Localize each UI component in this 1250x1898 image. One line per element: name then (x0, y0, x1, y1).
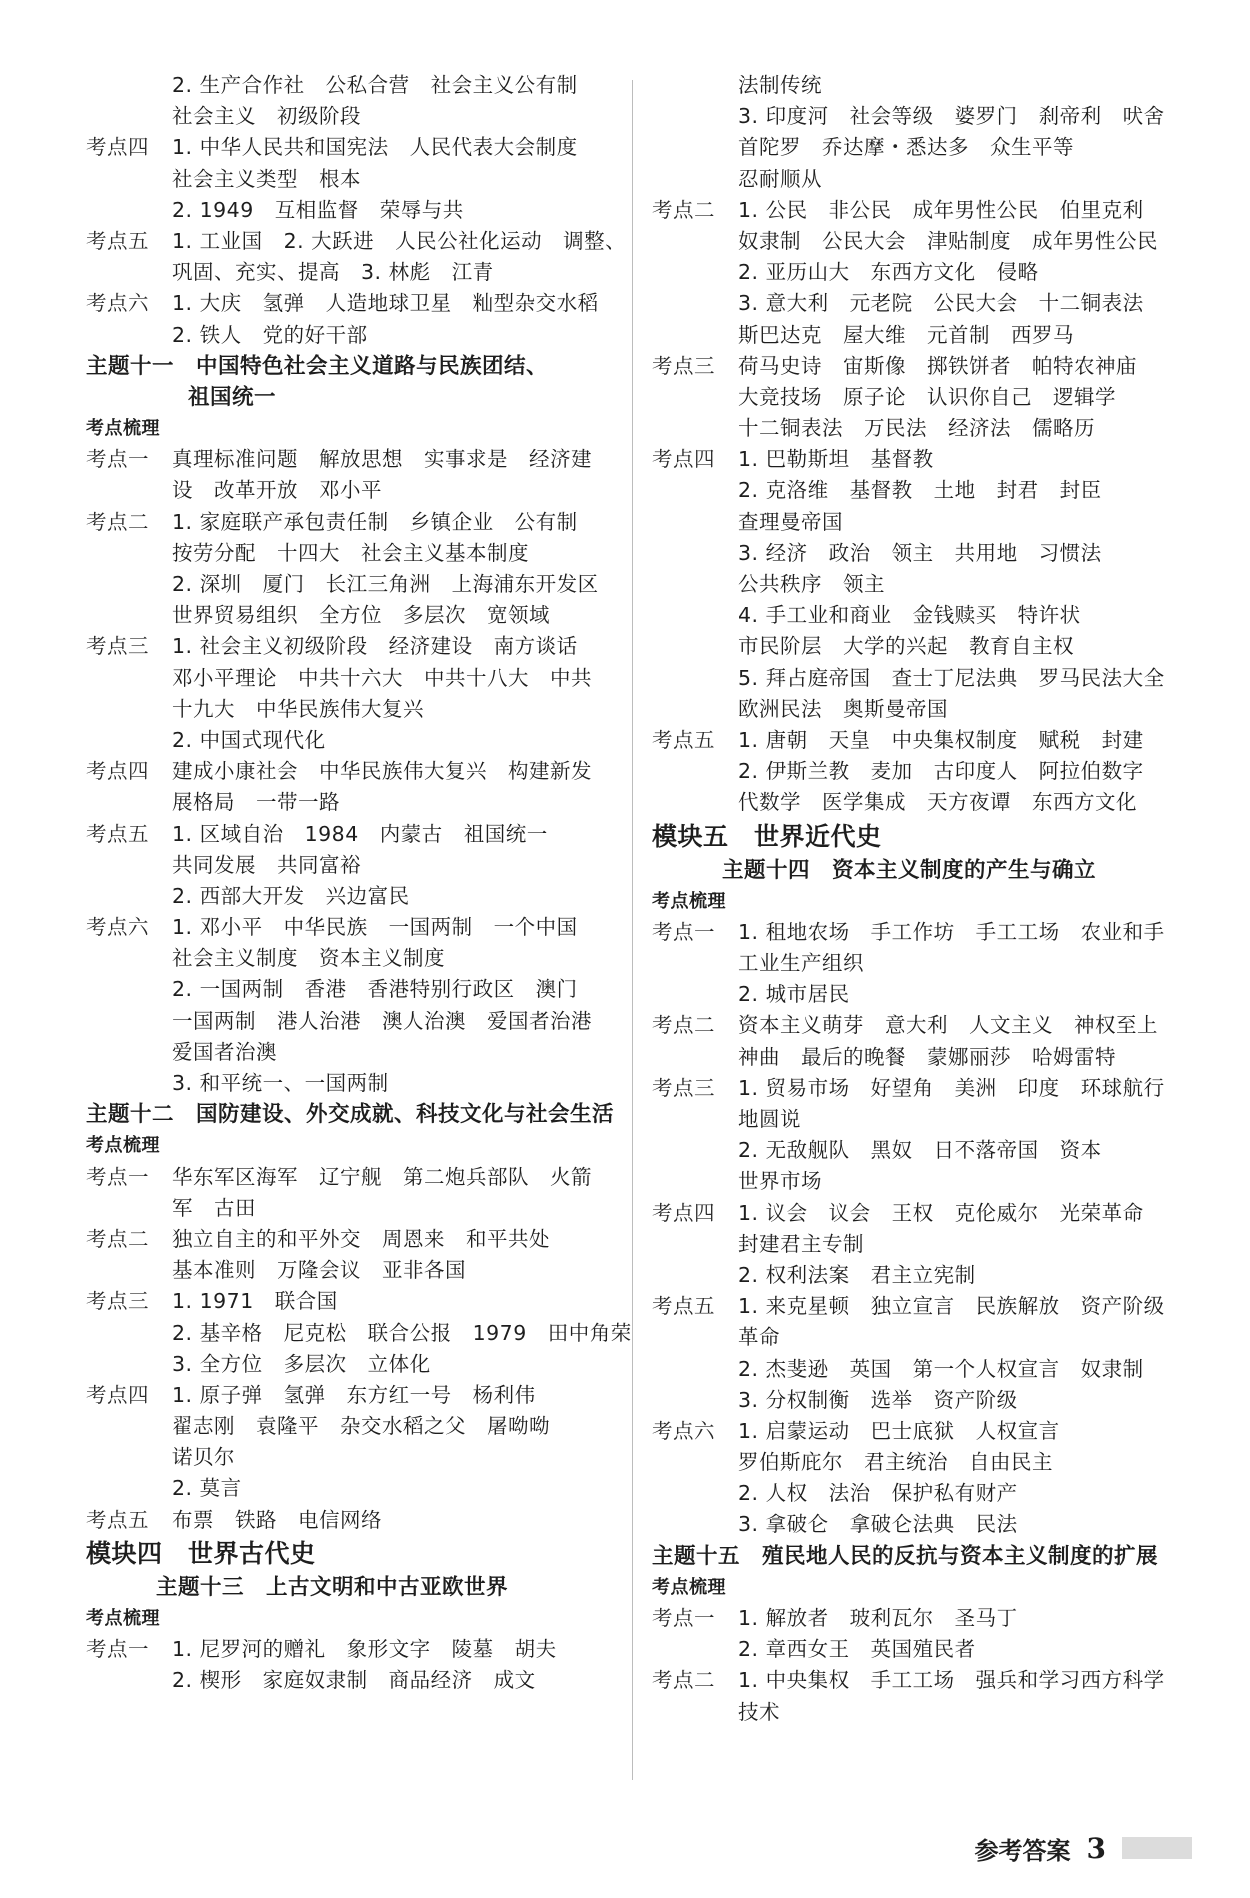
footer-title: 参考答案 (974, 1836, 1071, 1865)
answer-item (86, 1286, 616, 1317)
answer-item (86, 1380, 616, 1411)
answer-text: 1. 大庆 氢弹 人造地球卫星 籼型杂交水稻 (172, 291, 599, 316)
answer-item (652, 725, 1187, 756)
kaodian-label: 考点三 (86, 634, 149, 659)
answer-continuation: 2. 无敌舰队 黑奴 日不落帝国 资本 (738, 1138, 1102, 1163)
kaodian-label: 考点三 (652, 353, 715, 378)
answer-continuation: 社会主义类型 根本 (172, 166, 361, 191)
kaodian-label: 考点二 (86, 1226, 149, 1251)
answer-item (652, 1073, 1187, 1104)
answer-item (86, 132, 616, 163)
kaodian-label: 考点五 (86, 821, 149, 846)
answer-continuation: 公共秩序 领主 (738, 572, 885, 596)
answer-text: 1. 租地农场 手工作坊 手工工场 农业和手 (738, 919, 1165, 944)
answer-continuation: 爱国者治澳 (172, 1039, 277, 1064)
section-subheading: 考点梳理 (86, 1135, 160, 1157)
answer-text: 荷马史诗 宙斯像 掷铁饼者 帕特农神庙 (738, 353, 1137, 378)
page-footer (975, 1828, 1192, 1868)
answer-continuation: 2. 一国两制 香港 香港特别行政区 澳门 (172, 977, 578, 1002)
topic-heading: 主题十五 殖民地人民的反抗与资本主义制度的扩展 (652, 1543, 1159, 1569)
answer-item (652, 1291, 1187, 1322)
left-column (86, 70, 632, 1697)
answer-item (652, 1603, 1187, 1634)
answer-continuation: 斯巴达克 屋大维 元首制 西罗马 (738, 322, 1074, 347)
answer-continuation: 忍耐顺从 (738, 166, 822, 191)
answer-text: 1. 原子弹 氢弹 东方红一号 杨利伟 (172, 1382, 536, 1407)
answer-continuation: 2. 人权 法治 保护私有财产 (738, 1481, 1018, 1506)
answer-item (86, 819, 616, 850)
answer-continuation: 2. 伊斯兰教 麦加 古印度人 阿拉伯数字 (738, 759, 1144, 784)
answer-continuation: 3. 拿破仑 拿破仑法典 民法 (738, 1512, 1018, 1537)
answer-item (652, 444, 1187, 475)
answer-continuation: 3. 和平统一、一国两制 (172, 1071, 389, 1095)
answer-item (86, 444, 616, 475)
page-number: 3 (1086, 1831, 1106, 1865)
answer-continuation: 2. 权利法案 君主立宪制 (738, 1262, 976, 1287)
answer-item (86, 1505, 616, 1536)
topic-heading: 主题十一 中国特色社会主义道路与民族团结、 (86, 353, 549, 379)
section-subheading: 考点梳理 (86, 418, 160, 440)
right-column (652, 70, 1187, 1728)
answer-continuation: 2. 楔形 家庭奴隶制 商品经济 成文 (172, 1668, 536, 1693)
answer-continuation: 一国两制 港人治港 澳人治澳 爱国者治港 (172, 1008, 592, 1033)
answer-item (652, 917, 1187, 948)
answer-continuation: 2. 中国式现代化 (172, 727, 326, 752)
answer-item (86, 912, 616, 943)
answer-item (86, 1224, 616, 1255)
kaodian-label: 考点五 (86, 228, 149, 253)
module-heading: 模块四 世界古代史 (86, 1538, 316, 1568)
section-subheading: 考点梳理 (652, 890, 726, 912)
answer-continuation: 十九大 中华民族伟大复兴 (172, 696, 424, 721)
answer-continuation: 3. 全方位 多层次 立体化 (172, 1351, 431, 1376)
answer-continuation: 2. 1949 互相监督 荣辱与共 (172, 197, 464, 222)
answer-continuation: 2. 基辛格 尼克松 联合公报 1979 田中角荣 (172, 1320, 632, 1345)
answer-item (86, 1162, 616, 1193)
answer-continuation: 代数学 医学集成 天方夜谭 东西方文化 (738, 790, 1137, 815)
answer-continuation: 2. 杰斐逊 英国 第一个人权宣言 奴隶制 (738, 1356, 1144, 1381)
kaodian-label: 考点六 (86, 915, 149, 940)
answer-continuation: 基本准则 万隆会议 亚非各国 (172, 1258, 466, 1283)
answer-continuation: 世界贸易组织 全方位 多层次 宽领域 (172, 603, 550, 628)
answer-continuation: 共同发展 共同富裕 (172, 852, 361, 877)
answer-continuation: 奴隶制 公民大会 津贴制度 成年男性公民 (738, 228, 1158, 253)
kaodian-label: 考点四 (86, 135, 149, 160)
topic-heading: 主题十二 国防建设、外交成就、科技文化与社会生活 (86, 1102, 615, 1128)
answer-continuation: 2. 章西女王 英国殖民者 (738, 1637, 976, 1662)
answer-text: 1. 尼罗河的赠礼 象形文字 陵墓 胡夫 (172, 1637, 557, 1662)
kaodian-label: 考点三 (652, 1075, 715, 1100)
kaodian-label: 考点一 (652, 919, 715, 944)
answer-text: 1. 中央集权 手工工场 强兵和学习西方科学 (738, 1668, 1165, 1693)
kaodian-label: 考点四 (86, 759, 149, 784)
section-subheading: 考点梳理 (86, 1608, 160, 1629)
answer-continuation: 2. 克洛维 基督教 土地 封君 封臣 (738, 478, 1102, 503)
answer-continuation: 大竞技场 原子论 认识你自己 逻辑学 (738, 384, 1116, 409)
kaodian-label: 考点二 (652, 1668, 715, 1693)
answer-text: 1. 巴勒斯坦 基督教 (738, 447, 934, 472)
answer-item (652, 1416, 1187, 1447)
answer-continuation: 2. 城市居民 (738, 982, 850, 1007)
column-divider (632, 80, 633, 1780)
kaodian-label: 考点三 (86, 1289, 149, 1314)
answer-item (86, 288, 616, 319)
answer-continuation: 3. 意大利 元老院 公民大会 十二铜表法 (738, 291, 1144, 316)
kaodian-label: 考点一 (652, 1606, 715, 1630)
kaodian-label: 考点四 (652, 1200, 715, 1225)
answer-item (652, 1010, 1187, 1041)
answer-continuation: 2. 亚历山大 东西方文化 侵略 (738, 260, 1039, 285)
module-heading: 模块五 世界近代史 (652, 821, 882, 851)
kaodian-label: 考点二 (86, 509, 149, 534)
answer-continuation: 设 改革开放 邓小平 (172, 478, 382, 503)
answer-continuation: 技术 (738, 1699, 780, 1724)
answer-text: 1. 区域自治 1984 内蒙古 祖国统一 (172, 821, 548, 846)
answer-text: 独立自主的和平外交 周恩来 和平共处 (172, 1226, 550, 1251)
answer-text: 1. 1971 联合国 (172, 1289, 338, 1314)
kaodian-label: 考点一 (86, 1637, 149, 1662)
answer-text: 1. 唐朝 天皇 中央集权制度 赋税 封建 (738, 727, 1144, 752)
footer-bar (1122, 1837, 1192, 1859)
answer-item (86, 756, 616, 787)
answer-item (86, 631, 616, 662)
answer-text: 1. 解放者 玻利瓦尔 圣马丁 (738, 1606, 1018, 1630)
answer-item (86, 507, 616, 538)
kaodian-label: 考点五 (652, 1294, 715, 1319)
answer-continuation: 2. 西部大开发 兴边富民 (172, 883, 410, 908)
answer-continuation: 3. 印度河 社会等级 婆罗门 刹帝利 吠舍 (738, 104, 1165, 129)
answer-text: 布票 铁路 电信网络 (172, 1507, 382, 1532)
answer-continuation: 首陀罗 乔达摩・悉达多 众生平等 (738, 135, 1074, 160)
answer-continuation: 革命 (738, 1325, 780, 1350)
answer-text: 1. 中华人民共和国宪法 人民代表大会制度 (172, 135, 578, 160)
answer-text: 资本主义萌芽 意大利 人文主义 神权至上 (738, 1013, 1158, 1038)
answer-continuation: 军 古田 (172, 1195, 256, 1220)
answer-text: 1. 议会 议会 王权 克伦威尔 光荣革命 (738, 1200, 1144, 1225)
answer-continuation: 2. 铁人 党的好干部 (172, 322, 368, 347)
answer-continuation: 5. 拜占庭帝国 查士丁尼法典 罗马民法大全 (738, 665, 1165, 690)
answer-item (652, 1665, 1187, 1696)
answer-item (86, 226, 627, 257)
kaodian-label: 考点二 (652, 1013, 715, 1038)
kaodian-label: 考点六 (86, 291, 149, 316)
kaodian-label: 考点五 (652, 727, 715, 752)
answer-continuation: 法制传统 (738, 73, 822, 97)
answer-text: 1. 家庭联产承包责任制 乡镇企业 公有制 (172, 509, 578, 534)
answer-item (652, 195, 1187, 226)
answer-continuation: 巩固、充实、提高 3. 林彪 江青 (172, 260, 494, 285)
answer-text: 1. 公民 非公民 成年男性公民 伯里克利 (738, 197, 1144, 222)
kaodian-label: 考点一 (86, 447, 149, 472)
answer-continuation: 社会主义 初级阶段 (172, 104, 361, 129)
topic-heading: 主题十三 上古文明和中古亚欧世界 (156, 1574, 509, 1600)
answer-text: 1. 邓小平 中华民族 一国两制 一个中国 (172, 915, 578, 940)
answer-text: 1. 社会主义初级阶段 经济建设 南方谈话 (172, 634, 578, 659)
topic-heading: 主题十四 资本主义制度的产生与确立 (722, 857, 1097, 883)
answer-continuation: 展格局 一带一路 (172, 790, 340, 815)
answer-text: 建成小康社会 中华民族伟大复兴 构建新发 (172, 759, 592, 784)
answer-continuation: 诺贝尔 (172, 1445, 235, 1470)
answer-continuation: 工业生产组织 (738, 951, 864, 976)
section-subheading: 考点梳理 (652, 1576, 726, 1598)
answer-continuation: 2. 深圳 厦门 长江三角洲 上海浦东开发区 (172, 572, 599, 596)
answer-text: 1. 贸易市场 好望角 美洲 印度 环球航行 (738, 1075, 1165, 1100)
answer-continuation: 市民阶层 大学的兴起 教育自主权 (738, 634, 1074, 659)
topic-heading-continuation: 祖国统一 (188, 384, 277, 410)
answer-continuation: 地圆说 (738, 1107, 801, 1131)
kaodian-label: 考点五 (86, 1507, 149, 1532)
answer-continuation: 翟志刚 袁隆平 杂交水稻之父 屠呦呦 (172, 1414, 550, 1439)
answer-continuation: 3. 分权制衡 选举 资产阶级 (738, 1387, 1018, 1412)
answer-continuation: 2. 生产合作社 公私合营 社会主义公有制 (172, 73, 578, 97)
answer-text: 1. 工业国 2. 大跃进 人民公社化运动 调整、 (172, 228, 627, 253)
answer-item (86, 1634, 616, 1665)
answer-continuation: 2. 莫言 (172, 1476, 242, 1501)
answer-continuation: 世界市场 (738, 1169, 822, 1194)
answer-text: 华东军区海军 辽宁舰 第二炮兵部队 火箭 (172, 1164, 592, 1189)
answer-item (652, 351, 1187, 382)
answer-continuation: 社会主义制度 资本主义制度 (172, 946, 445, 971)
kaodian-label: 考点一 (86, 1164, 149, 1189)
answer-continuation: 罗伯斯庇尔 君主统治 自由民主 (738, 1450, 1053, 1475)
kaodian-label: 考点二 (652, 197, 715, 222)
answer-continuation: 查理曼帝国 (738, 509, 843, 534)
kaodian-label: 考点四 (652, 447, 715, 472)
kaodian-label: 考点四 (86, 1382, 149, 1407)
answer-continuation: 按劳分配 十四大 社会主义基本制度 (172, 540, 529, 565)
answer-continuation: 4. 手工业和商业 金钱赎买 特许状 (738, 603, 1081, 628)
answer-continuation: 邓小平理论 中共十六大 中共十八大 中共 (172, 665, 592, 690)
answer-continuation: 3. 经济 政治 领主 共用地 习惯法 (738, 540, 1102, 565)
answer-text: 真理标准问题 解放思想 实事求是 经济建 (172, 447, 592, 472)
answer-text: 1. 启蒙运动 巴士底狱 人权宣言 (738, 1418, 1060, 1443)
answer-continuation: 欧洲民法 奥斯曼帝国 (738, 696, 948, 721)
answer-item (652, 1198, 1187, 1229)
kaodian-label: 考点六 (652, 1418, 715, 1443)
answer-continuation: 封建君主专制 (738, 1231, 864, 1256)
answer-continuation: 神曲 最后的晚餐 蒙娜丽莎 哈姆雷特 (738, 1044, 1116, 1069)
answer-text: 1. 来克星顿 独立宣言 民族解放 资产阶级 (738, 1294, 1165, 1319)
answer-continuation: 十二铜表法 万民法 经济法 儒略历 (738, 416, 1095, 441)
